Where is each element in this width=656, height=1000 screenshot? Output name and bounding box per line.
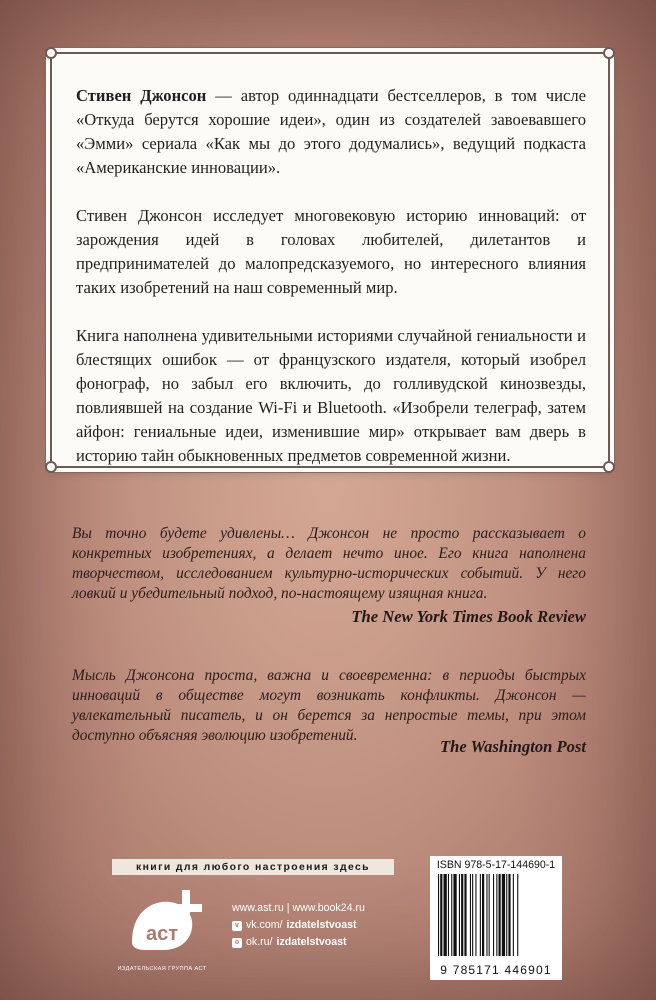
barcode-icon — [436, 874, 556, 958]
ok-link[interactable]: o ok.ru/ izdatelstvoast — [232, 934, 365, 951]
review-quote: Вы точно будете удивлены… Джонсон не просто рассказывает о конкретных изобретениях, а делает нечто иное. Его книга наполнена творчеством, исследованием культурно-исторических событий. У него ловкий и убедительный подход, по-настоящему изящная книга. — [72, 525, 586, 602]
ast-logo-icon — [112, 884, 212, 968]
book-summary-paragraph: Стивен Джонсон исследует многовековую историю инноваций: от зарождения идей в головах любителей, дилетантов и предпринимателей до малопредсказуемого, но интересного влияния таких изобретений на наш современный мир. — [76, 206, 586, 297]
card-corner — [603, 461, 615, 473]
website-links[interactable]: www.ast.ru | www.book24.ru — [232, 902, 365, 914]
book-content-paragraph: Книга наполнена удивительными историями случайной гениальности и блестящих ошибок — от французского издателя, который изобрел фонограф, но забыл его включить, до голливудской кинозвезды, повлиявшей на создание Wi-Fi и Bluetooth. «Изобрели телеграф, затем айфон: гениальные идеи, изменившие мир» открывает вам дверь в историю тайн обыкновенных предметов современной жизни. — [76, 326, 586, 465]
ok-icon: o — [232, 938, 242, 948]
author-bio-paragraph — [76, 84, 586, 180]
logo-text: аст — [145, 923, 179, 945]
description-text — [76, 84, 586, 492]
vk-icon: v — [232, 921, 242, 931]
card-corner — [603, 47, 615, 59]
isbn-text: ISBN 978-5-17-144690-1 — [436, 859, 556, 871]
review-quote: Мысль Джонсона проста, важна и своевременна: в периоды быстрых инноваций в обществе могут возникать конфликты. Джонсон — увлекательный писатель, и он берется за непростые темы, при этом доступно объясняя эволюцию изобретений. — [72, 667, 586, 744]
vk-link[interactable]: v vk.com/ izdatelstvoast — [232, 917, 365, 934]
author-bio: — автор одиннадцати бестселлеров, в том числе «Откуда берутся хорошие идеи», один из создателей завоевавшего «Эмми» сериала «Как мы до этого додумались», ведущий подкаста «Американские инновации». — [76, 86, 586, 177]
publisher-caption: ИЗДАТЕЛЬСКАЯ ГРУППА АСТ — [117, 966, 207, 972]
publisher-links — [232, 900, 365, 951]
card-corner — [45, 47, 57, 59]
tagline-bar: книги для любого настроения здесь — [112, 859, 394, 875]
review-source: The New York Times Book Review — [351, 607, 586, 626]
description-card — [50, 52, 610, 468]
barcode-digits: 9 785171 446901 — [440, 963, 552, 977]
review-source: The Washington Post — [439, 737, 586, 756]
barcode-panel — [430, 856, 562, 980]
author-name: Стивен Джонсон — [76, 86, 207, 105]
card-corner — [45, 461, 57, 473]
